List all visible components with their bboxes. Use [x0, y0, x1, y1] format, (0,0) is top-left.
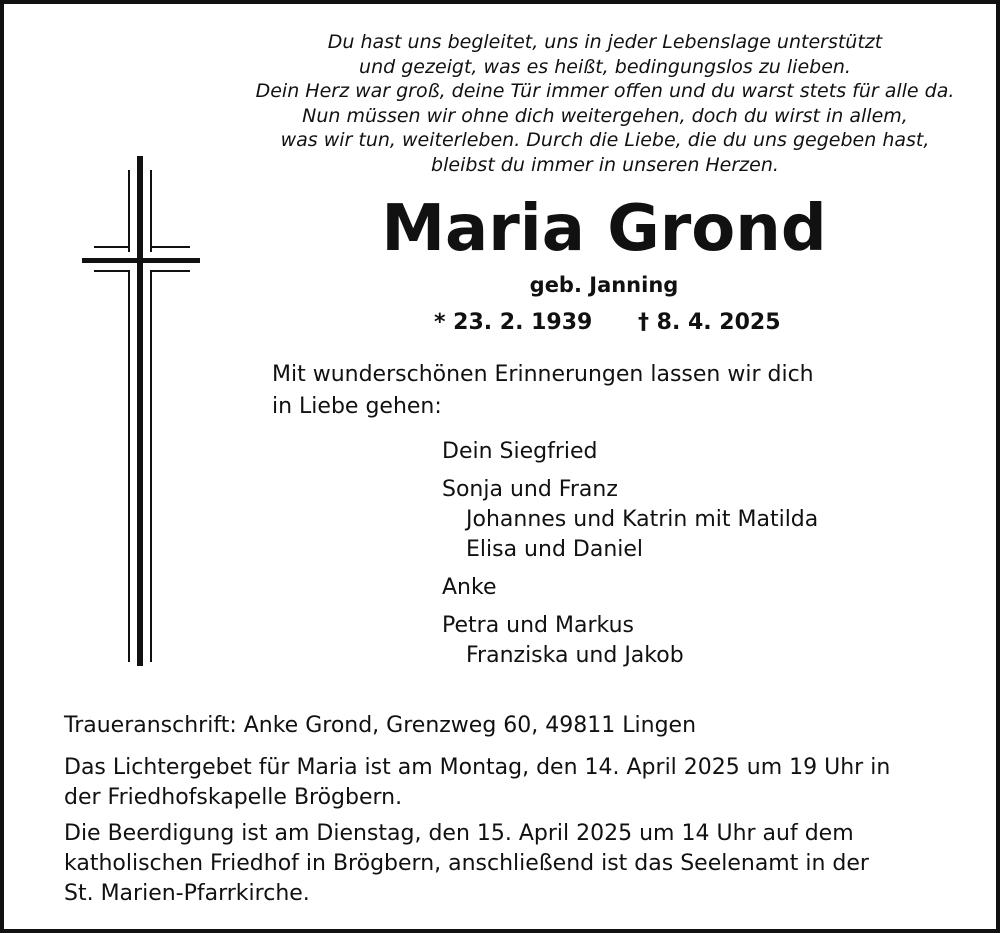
poem-line: Dein Herz war groß, deine Tür immer offen und du warst stets für alle da. [255, 80, 955, 102]
prayer-info [64, 753, 984, 813]
poem-line: bleibst du immer in unseren Herzen. [431, 153, 779, 176]
poem-line: Du hast uns begleitet, uns in jeder Lebenslage unterstützt [327, 31, 883, 53]
maiden-name: geb. Janning [529, 273, 679, 297]
memorial-poem [234, 30, 976, 177]
family-member: Sonja und Franz [442, 477, 618, 502]
family-member: Petra und Markus [442, 613, 634, 638]
mourning-address: Traueranschrift: Anke Grond, Grenzweg 60, 49811 Lingen [64, 713, 697, 738]
deceased-name: Maria Grond [381, 192, 827, 266]
family-member-sub: Franziska und Jakob [466, 643, 684, 668]
family-member: Anke [442, 575, 497, 600]
family-member: Dein Siegfried [442, 439, 598, 464]
poem-line: Nun müssen wir ohne dich weitergehen, doch du wirst in allem, [302, 104, 908, 127]
funeral-line: St. Marien-Pfarrkirche. [64, 881, 310, 906]
latin-cross-icon [78, 152, 204, 670]
family-list [442, 437, 982, 671]
intro-line: in Liebe gehen: [272, 394, 442, 419]
death-date: † 8. 4. 2025 [638, 310, 781, 335]
family-member-sub: Johannes und Katrin mit Matilda [466, 507, 819, 532]
funeral-line: Die Beerdigung ist am Dienstag, den 15. April 2025 um 14 Uhr auf dem [64, 821, 854, 846]
family-member-sub: Elisa und Daniel [466, 537, 644, 562]
prayer-line: Das Lichtergebet für Maria ist am Montag, den 14. April 2025 um 19 Uhr in [64, 755, 891, 780]
funeral-line: katholischen Friedhof in Brögbern, anschließend ist das Seelenamt in der [64, 851, 869, 876]
notice-details [64, 711, 984, 909]
birth-date: * 23. 2. 1939 [434, 310, 593, 335]
intro-line: Mit wunderschönen Erinnerungen lassen wir dich [272, 362, 814, 387]
prayer-line: der Friedhofskapelle Brögbern. [64, 785, 403, 810]
poem-line: was wir tun, weiterleben. Durch die Liebe, die du uns gegeben hast, [280, 129, 930, 151]
poem-line: und gezeigt, was es heißt, bedingungslos zu lieben. [359, 55, 851, 78]
funeral-info [64, 819, 984, 909]
intro-text [272, 359, 912, 423]
